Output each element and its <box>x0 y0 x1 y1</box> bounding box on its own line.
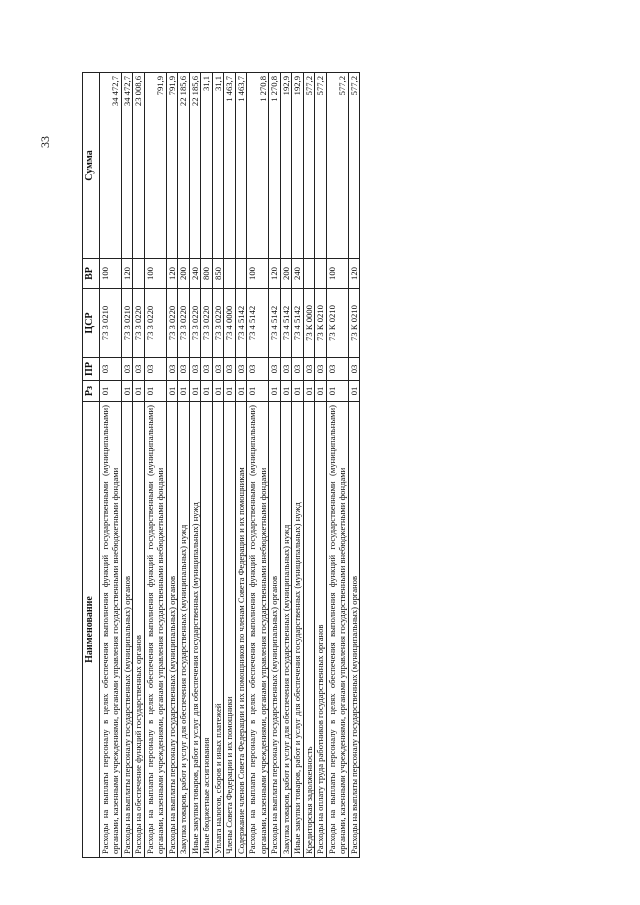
cell-rz: 01 <box>133 381 144 402</box>
cell-sum: 577,2 <box>315 73 326 259</box>
cell-csr: 73 3 0220 <box>189 289 200 358</box>
cell-name: Расходы на выплаты персоналу в целях обеспечения выполнения функций государственными (муниципальными) органами, казенными учреждениями, органами управления государственными внебюджетными фондами <box>326 402 348 858</box>
cell-pr: 03 <box>292 358 303 381</box>
cell-csr: 73 К 0210 <box>326 289 348 358</box>
header-pr: ПР <box>83 358 100 381</box>
cell-name: Иные закупки товаров, работ и услуг для обеспечения государственных (муниципальных) нужд <box>189 402 200 858</box>
table-row <box>178 73 189 858</box>
cell-sum: 31,1 <box>201 73 212 259</box>
table-row <box>269 73 280 858</box>
cell-rz: 01 <box>348 381 359 402</box>
cell-csr: 73 3 0220 <box>178 289 189 358</box>
cell-name: Содержание членов Совета Федерации и их помощников по членам Совета Федерации и их помощникам <box>235 402 246 858</box>
header-rz: Рз <box>83 381 100 402</box>
cell-vr: 120 <box>121 259 132 289</box>
cell-rz: 01 <box>280 381 291 402</box>
cell-rz: 01 <box>326 381 348 402</box>
cell-vr <box>315 259 326 289</box>
cell-vr: 100 <box>144 259 166 289</box>
cell-pr: 03 <box>326 358 348 381</box>
cell-pr: 03 <box>315 358 326 381</box>
cell-pr: 03 <box>178 358 189 381</box>
cell-sum: 31,1 <box>212 73 223 259</box>
cell-name: Иные закупки товаров, работ и услуг для обеспечения государственных (муниципальных) нужд <box>292 402 303 858</box>
cell-sum: 22 185,6 <box>178 73 189 259</box>
cell-csr: 73 3 0220 <box>133 289 144 358</box>
cell-csr: 73 4 5142 <box>292 289 303 358</box>
cell-name: Расходы на обеспечение функций государственных органов <box>133 402 144 858</box>
cell-name: Расходы на выплаты персоналу государственных (муниципальных) органов <box>121 402 132 858</box>
cell-name: Расходы на выплаты персоналу в целях обеспечения выполнения функций государственными (муниципальными) органами, казенными учреждениями, органами управления государственными внебюджетными фондами <box>100 402 122 858</box>
cell-rz: 01 <box>212 381 223 402</box>
cell-pr: 03 <box>100 358 122 381</box>
cell-vr: 200 <box>178 259 189 289</box>
cell-csr: 73 3 0220 <box>144 289 166 358</box>
table-row <box>121 73 132 858</box>
table-row <box>212 73 223 858</box>
cell-vr: 100 <box>100 259 122 289</box>
header-sum: Сумма <box>83 73 100 259</box>
table-row <box>100 73 122 858</box>
cell-sum: 577,2 <box>348 73 359 259</box>
cell-vr: 240 <box>292 259 303 289</box>
table-row <box>315 73 326 858</box>
cell-name: Кредиторская задолженность <box>303 402 314 858</box>
cell-pr: 03 <box>121 358 132 381</box>
cell-rz: 01 <box>292 381 303 402</box>
cell-sum: 1 270,8 <box>269 73 280 259</box>
cell-rz: 01 <box>247 381 269 402</box>
table-row <box>247 73 269 858</box>
cell-sum: 791,9 <box>166 73 177 259</box>
cell-name: Расходы на выплаты персоналу государственных (муниципальных) органов <box>269 402 280 858</box>
cell-vr: 200 <box>280 259 291 289</box>
cell-pr: 03 <box>224 358 235 381</box>
cell-rz: 01 <box>235 381 246 402</box>
cell-pr: 03 <box>144 358 166 381</box>
budget-table <box>82 72 360 858</box>
cell-sum: 577,2 <box>303 73 314 259</box>
header-vr: ВР <box>83 259 100 289</box>
cell-csr: 73 4 5142 <box>235 289 246 358</box>
table-row <box>292 73 303 858</box>
cell-vr: 120 <box>348 259 359 289</box>
cell-rz: 01 <box>121 381 132 402</box>
cell-vr: 850 <box>212 259 223 289</box>
cell-vr: 800 <box>201 259 212 289</box>
cell-pr: 03 <box>269 358 280 381</box>
cell-name: Закупка товаров, работ и услуг для обеспечения государственных (муниципальных) нужд <box>178 402 189 858</box>
cell-rz: 01 <box>303 381 314 402</box>
cell-vr: 100 <box>326 259 348 289</box>
cell-rz: 01 <box>189 381 200 402</box>
cell-sum: 23 008,6 <box>133 73 144 259</box>
cell-csr: 73 3 0210 <box>100 289 122 358</box>
cell-sum: 34 472,7 <box>100 73 122 259</box>
cell-rz: 01 <box>224 381 235 402</box>
table-row <box>189 73 200 858</box>
cell-name: Члены Совета Федерации и их помощники <box>224 402 235 858</box>
cell-csr: 73 3 0220 <box>212 289 223 358</box>
cell-csr: 73 4 5142 <box>280 289 291 358</box>
cell-name: Расходы на выплаты персоналу в целях обеспечения выполнения функций государственными (муниципальными) органами, казенными учреждениями, органами управления государственными внебюджетными фондами <box>144 402 166 858</box>
cell-csr: 73 3 0220 <box>201 289 212 358</box>
cell-sum: 1 463,7 <box>235 73 246 259</box>
cell-pr: 03 <box>235 358 246 381</box>
table-row <box>224 73 235 858</box>
cell-name: Уплата налогов, сборов и иных платежей <box>212 402 223 858</box>
cell-csr: 73 4 0000 <box>224 289 235 358</box>
header-csr: ЦСР <box>83 289 100 358</box>
cell-rz: 01 <box>269 381 280 402</box>
cell-pr: 03 <box>348 358 359 381</box>
cell-sum: 34 472,7 <box>121 73 132 259</box>
cell-rz: 01 <box>144 381 166 402</box>
cell-vr <box>303 259 314 289</box>
table-row <box>201 73 212 858</box>
table-row <box>235 73 246 858</box>
cell-vr <box>224 259 235 289</box>
cell-name: Иные бюджетные ассигнования <box>201 402 212 858</box>
cell-name: Закупка товаров, работ и услуг для обеспечения государственных (муниципальных) нужд <box>280 402 291 858</box>
page-number: 33 <box>38 136 52 148</box>
cell-pr: 03 <box>212 358 223 381</box>
table-row <box>144 73 166 858</box>
cell-csr: 73 К 0000 <box>303 289 314 358</box>
cell-csr: 73 К 0210 <box>348 289 359 358</box>
table-row <box>326 73 348 858</box>
table-row <box>166 73 177 858</box>
table-row <box>348 73 359 858</box>
cell-pr: 03 <box>189 358 200 381</box>
cell-csr: 73 3 0220 <box>166 289 177 358</box>
cell-rz: 01 <box>315 381 326 402</box>
cell-rz: 01 <box>201 381 212 402</box>
cell-sum: 192,9 <box>292 73 303 259</box>
cell-rz: 01 <box>178 381 189 402</box>
cell-pr: 03 <box>280 358 291 381</box>
cell-csr: 73 4 5142 <box>269 289 280 358</box>
cell-sum: 22 185,6 <box>189 73 200 259</box>
table-header-row <box>83 73 100 858</box>
table-row <box>303 73 314 858</box>
table-row <box>133 73 144 858</box>
cell-name: Расходы на оплату труда работников государственных органов <box>315 402 326 858</box>
cell-csr: 73 4 5142 <box>247 289 269 358</box>
cell-vr: 120 <box>269 259 280 289</box>
cell-sum: 791,9 <box>144 73 166 259</box>
cell-vr: 100 <box>247 259 269 289</box>
cell-sum: 1 270,8 <box>247 73 269 259</box>
cell-sum: 192,9 <box>280 73 291 259</box>
cell-name: Расходы на выплаты персоналу государственных (муниципальных) органов <box>166 402 177 858</box>
cell-rz: 01 <box>166 381 177 402</box>
cell-sum: 577,2 <box>326 73 348 259</box>
cell-vr: 120 <box>166 259 177 289</box>
header-name: Наименование <box>83 402 100 858</box>
cell-vr: 240 <box>189 259 200 289</box>
rotated-table-container <box>82 73 552 858</box>
cell-name: Расходы на выплаты персоналу государственных (муниципальных) органов <box>348 402 359 858</box>
cell-rz: 01 <box>100 381 122 402</box>
cell-pr: 03 <box>303 358 314 381</box>
cell-vr <box>235 259 246 289</box>
cell-pr: 03 <box>247 358 269 381</box>
table-row <box>280 73 291 858</box>
cell-csr: 73 3 0210 <box>121 289 132 358</box>
cell-name: Расходы на выплаты персоналу в целях обеспечения выполнения функций государственными (муниципальными) органами, казенными учреждениями, органами управления государственными внебюджетными фондами <box>247 402 269 858</box>
cell-csr: 73 К 0210 <box>315 289 326 358</box>
cell-pr: 03 <box>166 358 177 381</box>
cell-pr: 03 <box>133 358 144 381</box>
cell-pr: 03 <box>201 358 212 381</box>
cell-vr <box>133 259 144 289</box>
cell-sum: 1 463,7 <box>224 73 235 259</box>
